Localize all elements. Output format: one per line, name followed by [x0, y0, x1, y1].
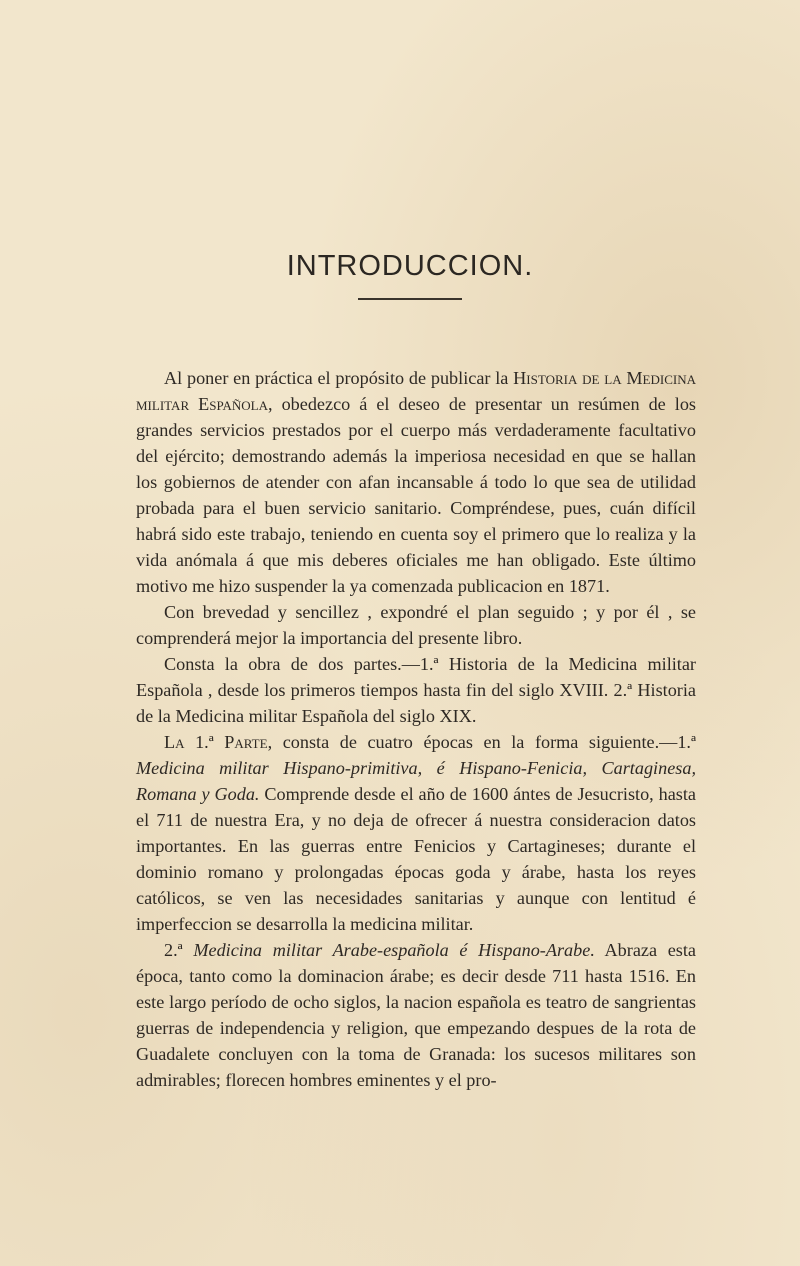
paragraph-text: , obedezco á el deseo de presentar un resúmen de los grandes servicios prestados por el cuerpo más verdaderamente facultativo del ejército; demostrando además la imperiosa necesidad en que se hallan los gobiernos de atender con afan incansable á todo lo que sea de utilidad probada para el buen servicio sanitario. Compréndese, pues, cuán difícil habrá sido este trabajo, teniendo en cuenta soy el primero que lo realiza y la vida anómala á que mis deberes oficiales me han obligado. Este último motivo me hizo suspender la ya comenzada publicacion en 1871.	[136, 394, 696, 596]
title-rule	[358, 298, 462, 300]
paragraph-text: Consta la obra de dos partes.—1.ª Historia de la Medicina militar Española , desde los primeros tiempos hasta fin del siglo XVIII. 2.ª Historia de la Medicina militar Española del siglo XIX.	[136, 654, 696, 726]
paragraph-text: La 1.ª Parte	[164, 732, 268, 752]
paragraph	[136, 365, 696, 599]
paragraph-text: Medicina militar Arabe-española é Hispano-Arabe.	[193, 940, 595, 960]
paragraph	[136, 599, 696, 651]
paragraph-text: Comprende desde el año de 1600 ántes de Jesucristo, hasta el 711 de nuestra Era, y no deja de ofrecer á nuestra consideracion datos importantes. En las guerras entre Fenicios y Cartagineses; durante el dominio romano y prolongadas épocas goda y árabe, hasta los reyes católicos, se ven las necesidades sanitarias y aunque con lentitud é imperfeccion se desarrolla la medicina militar.	[136, 784, 696, 934]
paragraph-text: Abraza esta época, tanto como la dominacion árabe; es decir desde 711 hasta 1516. En este largo período de ocho siglos, la nacion española es teatro de sangrientas guerras de independencia y religion, que empezando despues de la rota de Guadalete concluyen con la toma de Granada: los sucesos militares son admirables; florecen hombres eminentes y el pro-	[136, 940, 697, 1090]
paragraph-text: Al poner en práctica el propósito de publicar la	[164, 368, 514, 388]
page-title: INTRODUCCION.	[286, 250, 534, 282]
paragraph-text: Historia de la Medicina militar Española	[136, 368, 696, 414]
body-text	[136, 365, 696, 1093]
paragraph	[136, 651, 696, 729]
paragraph-text: Con brevedad y sencillez , expondré el plan seguido ; y por él , se comprenderá mejor la importancia del presente libro.	[136, 602, 696, 648]
paragraph	[136, 937, 696, 1093]
paragraph-text: , consta de cuatro épocas en la forma siguiente.—1.ª	[267, 732, 696, 752]
paragraph-text: 2.ª	[164, 940, 194, 960]
paragraph-text: Medicina militar Hispano-primitiva, é Hispano-Fenicia, Cartaginesa, Romana y Goda.	[136, 758, 696, 804]
paragraph	[136, 729, 696, 937]
